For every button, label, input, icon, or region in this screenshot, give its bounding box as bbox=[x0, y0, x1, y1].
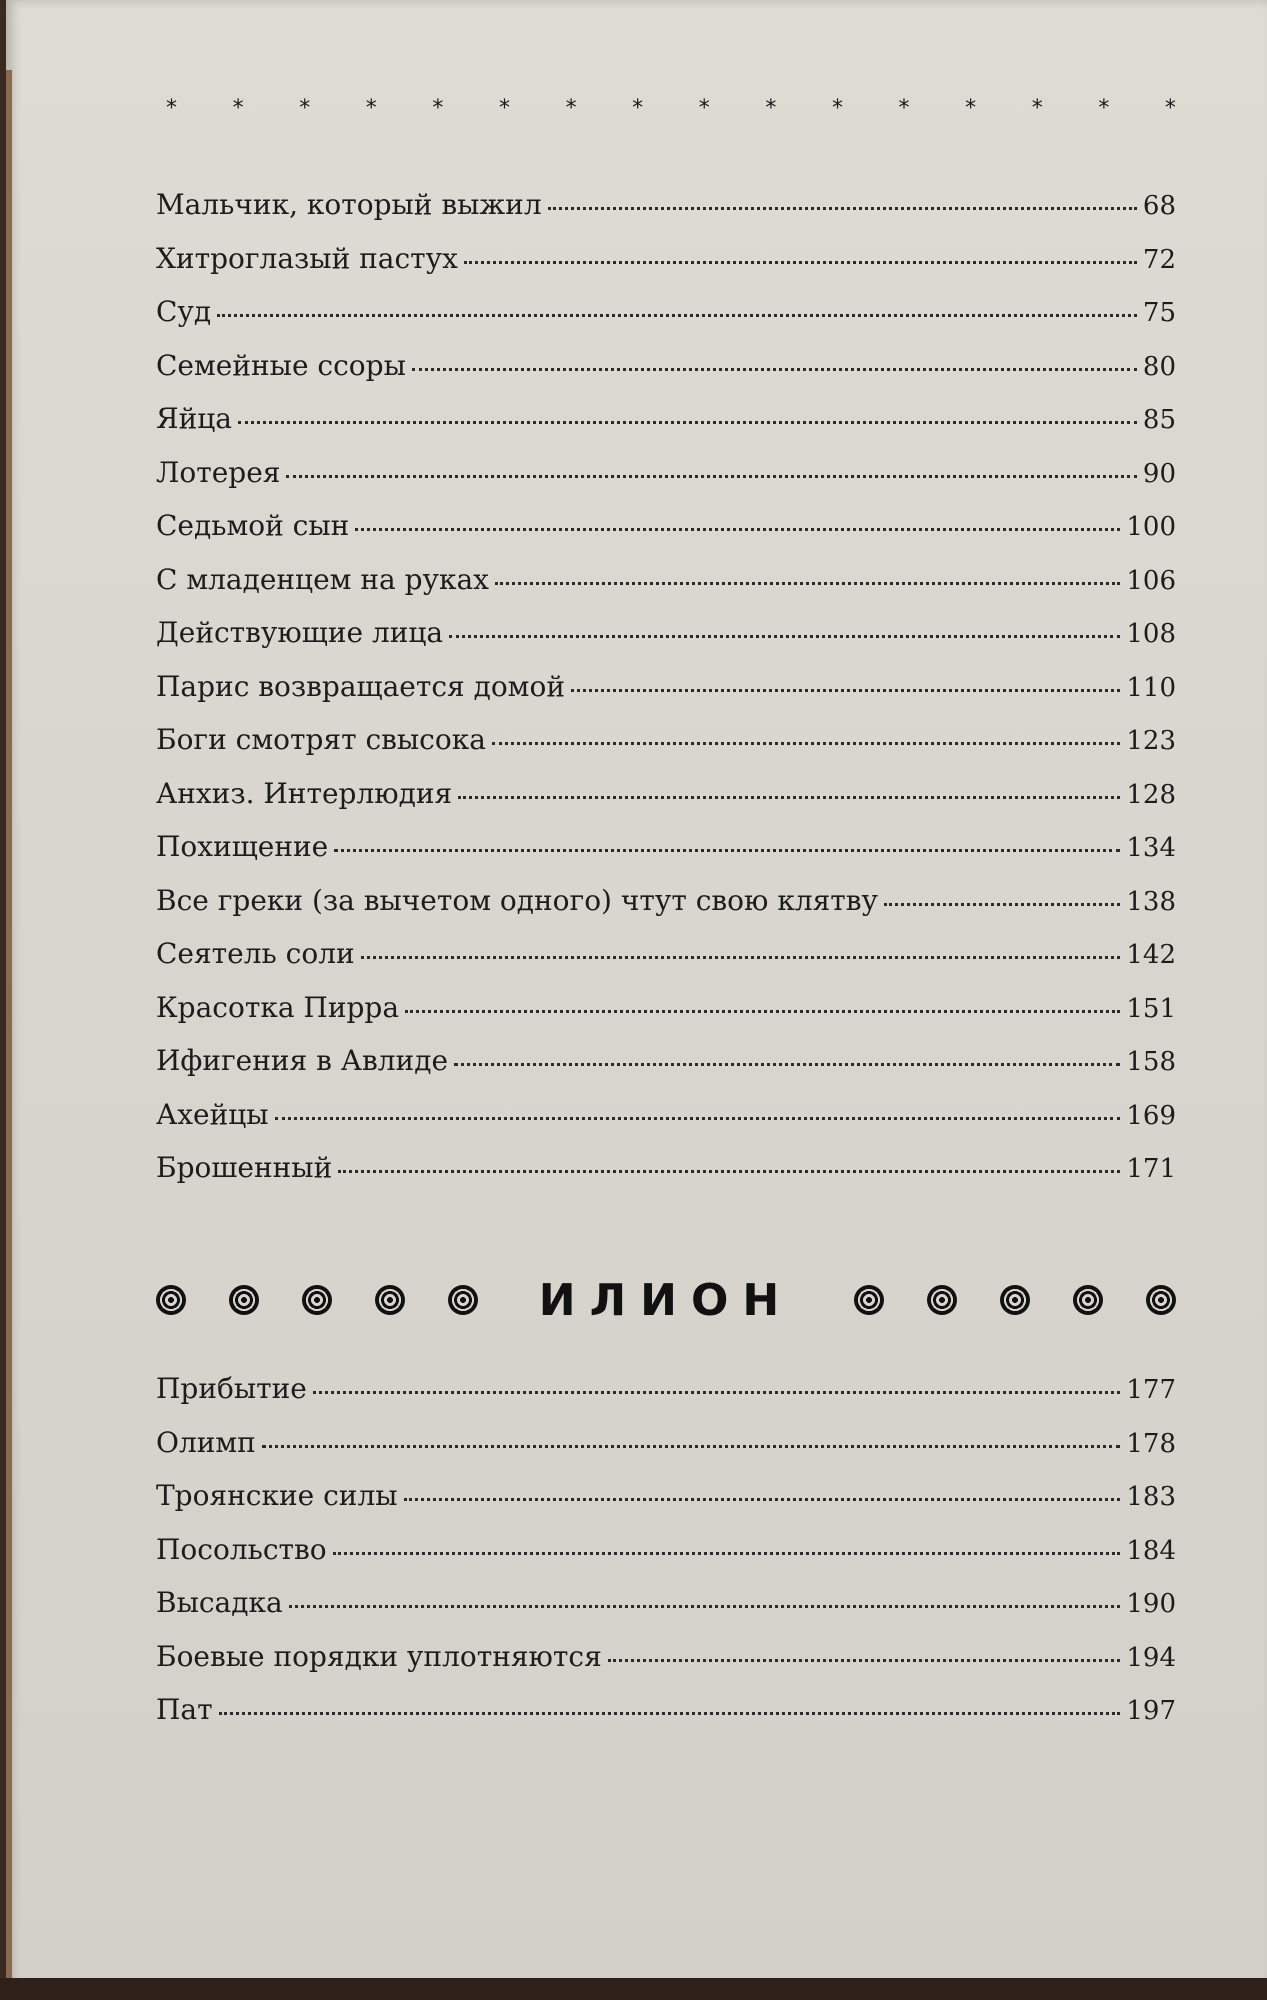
toc-entry-title: Лотерея bbox=[156, 455, 281, 489]
toc-entry-page-number: 90 bbox=[1142, 458, 1176, 489]
toc-entry-page-number: 128 bbox=[1126, 779, 1176, 810]
star-ornament-icon: * bbox=[965, 96, 977, 121]
toc-entry-title: Троянские силы bbox=[156, 1479, 398, 1512]
toc-entry bbox=[156, 884, 1176, 938]
toc-entry-page-number: 158 bbox=[1126, 1047, 1176, 1077]
dot-leader bbox=[458, 796, 1120, 799]
toc-entry-title: Мальчик, который выжил bbox=[156, 188, 542, 221]
toc-entry bbox=[156, 777, 1176, 831]
toc-entry-title: Сеятель соли bbox=[156, 937, 355, 970]
toc-entry-title: Похищение bbox=[156, 830, 329, 863]
section-heading bbox=[156, 1270, 1176, 1330]
star-ornament-icon: * bbox=[166, 96, 177, 121]
toc-entry bbox=[156, 402, 1176, 456]
toc-entry-title: Парис возвращается домой bbox=[156, 669, 565, 703]
toc-entry-page-number: 183 bbox=[1126, 1482, 1176, 1512]
toc-entry-title: Действующие лица bbox=[156, 616, 444, 649]
dot-leader bbox=[464, 261, 1137, 264]
toc-entry-title: Посольство bbox=[156, 1532, 327, 1566]
dot-leader bbox=[217, 314, 1137, 317]
toc-entry-title: Пат bbox=[156, 1693, 213, 1726]
toc-entry-title: Яйца bbox=[156, 402, 232, 435]
toc-entry-title: Ахейцы bbox=[156, 1097, 269, 1131]
book-page bbox=[6, 0, 1267, 1985]
toc-entry-title: Анхиз. Интерлюдия bbox=[156, 776, 453, 810]
toc-entry-page-number: 169 bbox=[1126, 1100, 1176, 1131]
star-ornament-icon: * bbox=[365, 96, 377, 121]
toc-entry bbox=[156, 1426, 1176, 1480]
toc-entry bbox=[156, 509, 1176, 563]
toc-entry-page-number: 123 bbox=[1126, 726, 1176, 756]
toc-entry bbox=[156, 188, 1176, 242]
toc-entry bbox=[156, 295, 1176, 349]
star-ornament-icon: * bbox=[1098, 96, 1110, 121]
toc-entry bbox=[156, 456, 1176, 510]
toc-entry bbox=[156, 1693, 1176, 1747]
toc-entry bbox=[156, 1640, 1176, 1694]
toc-entry-page-number: 134 bbox=[1126, 833, 1176, 863]
star-ornament-icon: * bbox=[1164, 96, 1176, 121]
spiral-ornament-icon bbox=[375, 1285, 405, 1315]
toc-entry bbox=[156, 1372, 1176, 1426]
dot-leader bbox=[492, 742, 1120, 745]
dot-leader bbox=[313, 1391, 1120, 1394]
dot-leader bbox=[289, 1605, 1121, 1608]
toc-entry bbox=[156, 1479, 1176, 1533]
toc-entry-page-number: 190 bbox=[1126, 1589, 1176, 1619]
toc-entry bbox=[156, 830, 1176, 884]
spiral-ornament-icon bbox=[1000, 1285, 1030, 1315]
toc-entry-page-number: 85 bbox=[1142, 405, 1176, 435]
toc-entry-page-number: 68 bbox=[1142, 191, 1176, 221]
dot-leader bbox=[238, 421, 1137, 424]
star-ornament-icon: * bbox=[232, 96, 244, 121]
dot-leader bbox=[495, 582, 1120, 585]
dot-leader bbox=[548, 207, 1137, 210]
toc-entry-page-number: 72 bbox=[1142, 244, 1176, 275]
section-title: ИЛИОН bbox=[538, 1274, 794, 1326]
dot-leader bbox=[338, 1170, 1120, 1173]
star-ornament-icon: * bbox=[632, 96, 644, 121]
toc-entry-page-number: 108 bbox=[1126, 619, 1176, 649]
toc-entry-title: Седьмой сын bbox=[156, 509, 350, 542]
toc-list-part2 bbox=[156, 1372, 1176, 1747]
dot-leader bbox=[334, 849, 1120, 852]
toc-entry-title: Боги смотрят свысока bbox=[156, 723, 486, 756]
spiral-ornament-icon bbox=[1146, 1285, 1176, 1315]
spiral-ornament-icon bbox=[229, 1285, 259, 1315]
toc-entry-title: Боевые порядки уплотняются bbox=[156, 1639, 602, 1673]
toc-entry-page-number: 142 bbox=[1126, 940, 1176, 970]
dot-leader bbox=[361, 956, 1121, 959]
toc-entry bbox=[156, 991, 1176, 1045]
toc-entry-page-number: 171 bbox=[1126, 1154, 1176, 1184]
dot-leader bbox=[333, 1552, 1121, 1555]
toc-entry bbox=[156, 670, 1176, 724]
toc-entry-title: Красотка Пирра bbox=[156, 990, 400, 1024]
toc-entry-page-number: 106 bbox=[1126, 565, 1176, 596]
dot-leader bbox=[262, 1445, 1121, 1448]
dot-leader bbox=[219, 1712, 1121, 1715]
star-ornament-icon: * bbox=[432, 96, 444, 121]
toc-entry-page-number: 178 bbox=[1126, 1428, 1176, 1459]
toc-entry-page-number: 177 bbox=[1126, 1375, 1176, 1405]
dot-leader bbox=[449, 635, 1120, 638]
dot-leader bbox=[884, 903, 1120, 906]
toc-entry-title: Высадка bbox=[156, 1586, 283, 1619]
spiral-ornament-icon bbox=[302, 1285, 332, 1315]
toc-entry-page-number: 100 bbox=[1126, 512, 1176, 542]
dot-leader bbox=[608, 1659, 1121, 1662]
dot-leader bbox=[405, 1010, 1120, 1013]
star-ornament-icon: * bbox=[765, 96, 777, 121]
toc-entry bbox=[156, 563, 1176, 617]
toc-entry-page-number: 194 bbox=[1126, 1642, 1176, 1673]
dot-leader bbox=[571, 689, 1120, 692]
spiral-ornament-icon bbox=[156, 1285, 186, 1315]
toc-entry bbox=[156, 1533, 1176, 1587]
star-ornament-icon: * bbox=[299, 96, 311, 121]
star-ornament-icon: * bbox=[1031, 96, 1043, 121]
toc-entry-title: Все греки (за вычетом одного) чтут свою клятву bbox=[156, 883, 878, 917]
toc-entry bbox=[156, 1586, 1176, 1640]
dot-leader bbox=[286, 475, 1136, 478]
toc-entry bbox=[156, 349, 1176, 403]
dot-leader bbox=[404, 1498, 1121, 1501]
dot-leader bbox=[412, 368, 1137, 371]
toc-entry-title: Олимп bbox=[156, 1425, 256, 1459]
toc-entry-title: Прибытие bbox=[156, 1372, 307, 1405]
toc-entry-page-number: 75 bbox=[1142, 298, 1176, 328]
spiral-ornament-icon bbox=[1073, 1285, 1103, 1315]
page-edge bbox=[6, 70, 12, 1985]
toc-entry-title: Суд bbox=[156, 295, 212, 328]
toc-entry bbox=[156, 1151, 1176, 1205]
toc-entry-page-number: 110 bbox=[1126, 672, 1176, 703]
toc-entry bbox=[156, 242, 1176, 296]
page-bottom-shadow bbox=[0, 1978, 1267, 2000]
star-ornament-icon: * bbox=[498, 96, 510, 121]
toc-list-part1 bbox=[156, 188, 1176, 1205]
toc-entry bbox=[156, 1098, 1176, 1152]
toc-entry-title: С младенцем на руках bbox=[156, 562, 489, 596]
toc-entry-title: Ифигения в Авлиде bbox=[156, 1044, 449, 1077]
star-ornament-row bbox=[166, 98, 1176, 120]
toc-entry-title: Семейные ссоры bbox=[156, 348, 406, 382]
toc-entry bbox=[156, 937, 1176, 991]
dot-leader bbox=[454, 1063, 1120, 1066]
star-ornament-icon: * bbox=[698, 96, 710, 121]
star-ornament-icon: * bbox=[898, 96, 910, 121]
toc-entry-title: Хитроглазый пастух bbox=[156, 241, 458, 275]
toc-entry bbox=[156, 723, 1176, 777]
spiral-ornament-icon bbox=[927, 1285, 957, 1315]
spiral-ornament-icon bbox=[448, 1285, 478, 1315]
star-ornament-icon: * bbox=[831, 96, 843, 121]
toc-entry-page-number: 197 bbox=[1126, 1696, 1176, 1726]
toc-entry-page-number: 80 bbox=[1142, 351, 1176, 382]
toc-entry-title: Брошенный bbox=[156, 1151, 333, 1184]
dot-leader bbox=[275, 1117, 1121, 1120]
toc-entry-page-number: 151 bbox=[1126, 993, 1176, 1024]
star-ornament-icon: * bbox=[565, 96, 577, 121]
toc-entry-page-number: 184 bbox=[1126, 1535, 1176, 1566]
dot-leader bbox=[355, 528, 1120, 531]
spiral-ornament-icon bbox=[854, 1285, 884, 1315]
toc-entry bbox=[156, 1044, 1176, 1098]
toc-entry bbox=[156, 616, 1176, 670]
toc-entry-page-number: 138 bbox=[1126, 886, 1176, 917]
